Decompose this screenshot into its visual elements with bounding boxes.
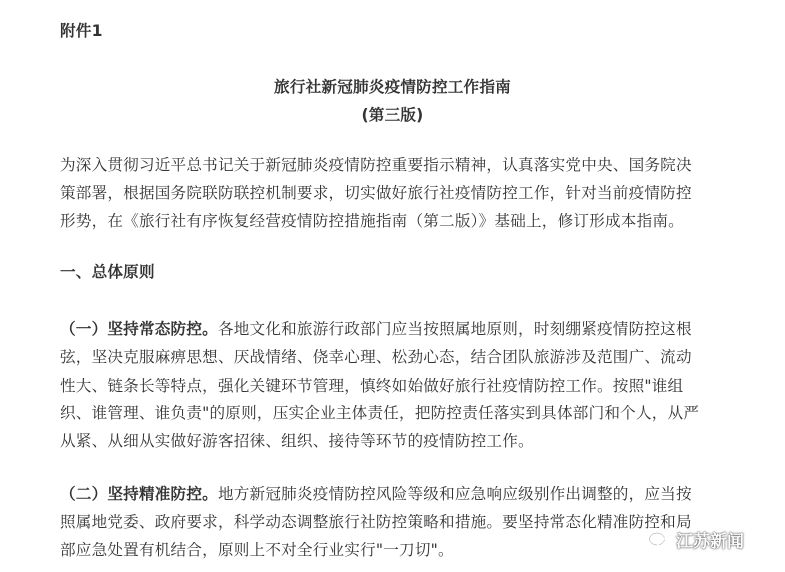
wechat-icon [648, 530, 670, 550]
intro-line: 为深入贯彻习近平总书记关于新冠肺炎疫情防控重要指示精神，认真落实党中央、国务院决 [60, 156, 692, 174]
watermark-text: 江苏新闻 [676, 532, 744, 552]
paragraph-line: 照属地党委、政府要求，科学动态调整旅行社防控策略和措施。要坚持常态化精准防控和局 [60, 513, 692, 531]
paragraph-line: 性大、链条长等特点，强化关键环节管理，慎终如始做好旅行社疫情防控工作。按照"谁组 [60, 377, 684, 395]
paragraph-text: 地方新冠肺炎疫情防控风险等级和应急响应级别作出调整的，应当按 [217, 485, 692, 503]
paragraph-line: 弦，坚决克服麻痹思想、厌战情绪、侥幸心理、松劲心态，结合团队旅游涉及范围广、流动 [60, 348, 692, 366]
paragraph-lead: （一）坚持常态防控。 [60, 320, 218, 338]
document-subtitle: (第三版) [361, 106, 424, 124]
intro-line: 策部署，根据国务院联防联控机制要求，切实做好旅行社疫情防控工作，针对当前疫情防控 [60, 184, 692, 202]
paragraph-line [60, 484, 692, 504]
paragraph-line [60, 319, 692, 339]
watermark [648, 527, 744, 552]
attachment-label: 附件1 [60, 22, 103, 40]
paragraph-text: 各地文化和旅游行政部门应当按照属地原则，时刻绷紧疫情防控这根 [217, 320, 692, 338]
paragraph-line: 织、谁管理、谁负责"的原则，压实企业主体责任，把防控责任落实到具体部门和个人，从严 [60, 404, 700, 422]
paragraph-lead: （二）坚持精准防控。 [60, 485, 218, 503]
paragraph-line: 从紧、从细从实做好游客招徕、组织、接待等环节的疫情防控工作。 [60, 432, 534, 450]
intro-line: 形势，在《旅行社有序恢复经营疫情防控措施指南（第二版）》基础上，修订形成本指南。 [60, 212, 684, 230]
paragraph-line: 部应急处置有机结合，原则上不对全行业实行"一刀切"。 [60, 541, 454, 559]
document-title: 旅行社新冠肺炎疫情防控工作指南 [274, 78, 511, 96]
section-heading: 一、总体原则 [60, 263, 155, 281]
